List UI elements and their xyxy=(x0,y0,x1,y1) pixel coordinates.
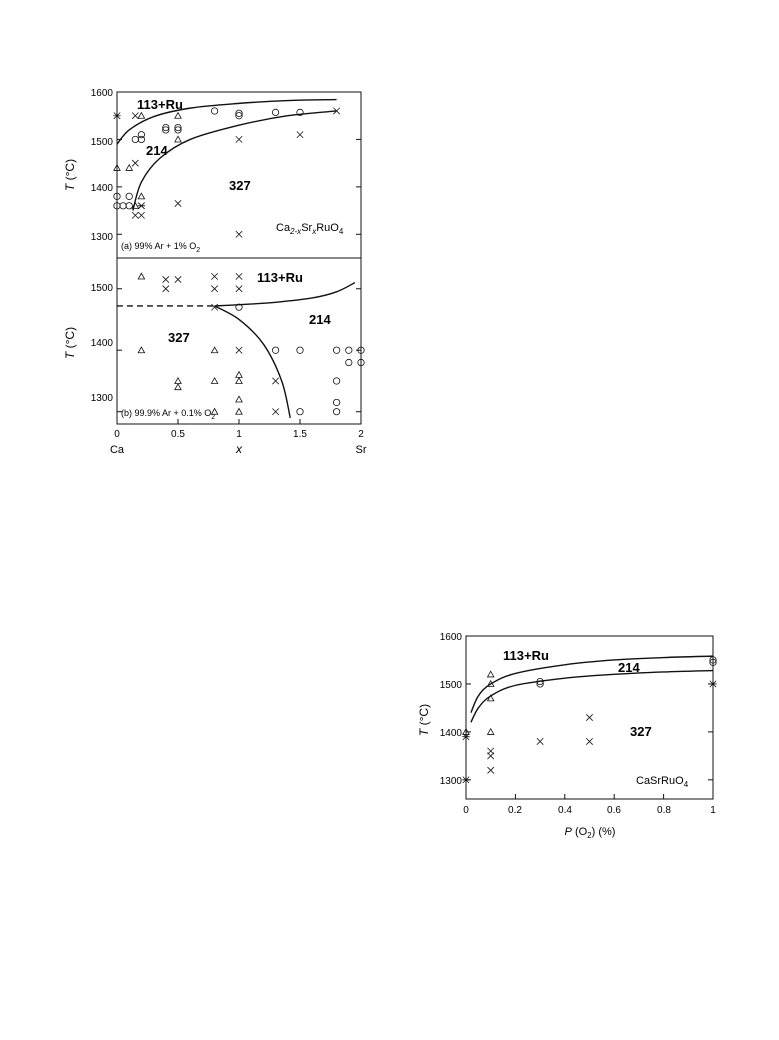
data-point-cross xyxy=(132,160,138,166)
data-point-circle xyxy=(138,131,144,137)
panel-b-xtick-1: 1 xyxy=(236,429,242,440)
panel-a-ytick-1400: 1400 xyxy=(90,183,113,194)
phase-boundary-upper xyxy=(471,656,713,713)
data-point-circle xyxy=(333,347,339,353)
data-point-circle xyxy=(272,347,278,353)
panel-b-ticks xyxy=(117,289,361,424)
panel-b-ytick-1300: 1300 xyxy=(90,393,113,404)
panel-b-ytick-1400: 1400 xyxy=(90,338,113,349)
data-point-triangle xyxy=(175,113,181,119)
data-point-cross xyxy=(586,738,592,744)
panel-a-ytick-1600: 1600 xyxy=(90,88,113,99)
data-point-circle xyxy=(126,193,132,199)
data-point-circle xyxy=(333,409,339,415)
data-point-cross xyxy=(211,286,217,292)
panel-c-xlabel: P $(O_2)$ (%) xyxy=(564,826,616,840)
panel-a-ytick-1500: 1500 xyxy=(90,137,113,148)
data-point-cross xyxy=(236,347,242,353)
data-point-cross xyxy=(236,273,242,279)
data-point-triangle xyxy=(211,378,217,384)
panel-b-region-113ru: 113+Ru xyxy=(257,270,303,285)
data-point-circle xyxy=(132,136,138,142)
panel-b-xlabel-sr: Sr xyxy=(355,444,367,456)
data-point-circle xyxy=(333,399,339,405)
panel-a-ticks xyxy=(117,92,361,234)
data-point-circle xyxy=(346,359,352,365)
data-point-cross xyxy=(211,273,217,279)
panel-b-xlabel-x: x xyxy=(236,442,242,456)
panel-b-frame xyxy=(117,258,361,424)
data-point-triangle xyxy=(138,347,144,353)
panel-a-region-327: 327 xyxy=(229,178,251,193)
data-point-triangle xyxy=(236,378,242,384)
data-point-triangle xyxy=(126,165,132,171)
panel-c-xtick-1: 1 xyxy=(710,805,716,816)
panel-c-xtick-0: 0 xyxy=(463,805,469,816)
panel-a-condition-label: (a) 99% Ar + 1% $O_2$ xyxy=(121,241,201,254)
panel-b-xtick-1-5: 1.5 xyxy=(293,429,307,440)
panel-a-compound-label: $Ca_{2-x}Sr_xRuO_4$ xyxy=(276,222,344,236)
panel-b xyxy=(63,258,367,456)
data-point-circle xyxy=(272,109,278,115)
panel-a xyxy=(63,88,361,258)
data-point-circle xyxy=(297,409,303,415)
data-point-circle xyxy=(333,378,339,384)
data-point-cross xyxy=(272,378,278,384)
data-point-cross xyxy=(537,738,543,744)
panel-a-region-113ru: 113+Ru xyxy=(137,97,183,112)
panel-b-region-214: 214 xyxy=(309,312,331,327)
panel-c-xtick-0-8: 0.8 xyxy=(657,805,671,816)
data-point-circle xyxy=(120,203,126,209)
data-point-cross xyxy=(163,286,169,292)
panel-c-ytick-1300: 1300 xyxy=(439,776,462,787)
data-point-cross xyxy=(132,113,138,119)
data-point-triangle xyxy=(236,409,242,415)
panel-c-region-113ru: 113+Ru xyxy=(503,648,549,663)
data-point-cross xyxy=(138,212,144,218)
data-point-triangle xyxy=(236,396,242,402)
data-point-cross xyxy=(175,200,181,206)
panel-c-xtick-0-2: 0.2 xyxy=(508,805,522,816)
panel-b-condition-label: (b) 99.9% Ar + 0.1% $O_2$ xyxy=(121,408,216,421)
data-point-asterisk xyxy=(138,203,145,209)
data-point-circle xyxy=(211,108,217,114)
panel-b-boundaries xyxy=(117,283,355,418)
panel-c-ylabel: T (°C) xyxy=(417,703,431,737)
panel-c-ytick-1400: 1400 xyxy=(439,728,462,739)
panel-c-region-327: 327 xyxy=(630,724,652,739)
panel-a-ytick-1300: 1300 xyxy=(90,232,113,243)
panel-c-region-214: 214 xyxy=(618,660,640,675)
panel-c xyxy=(417,632,717,840)
data-point-cross xyxy=(236,136,242,142)
panel-c-compound-label: CaSrRuO$_4$ xyxy=(636,775,689,789)
panel-b-ylabel: T (°C) xyxy=(63,326,77,360)
panel-a-ylabel: T (°C) xyxy=(63,158,77,192)
panel-b-region-327: 327 xyxy=(168,330,190,345)
panel-b-xtick-0-5: 0.5 xyxy=(171,429,185,440)
data-point-triangle xyxy=(175,136,181,142)
data-point-triangle xyxy=(138,193,144,199)
data-point-circle xyxy=(346,347,352,353)
data-point-triangle xyxy=(488,671,494,677)
panel-c-ytick-1500: 1500 xyxy=(439,680,462,691)
panel-a-region-214: 214 xyxy=(146,143,168,158)
data-point-cross xyxy=(297,131,303,137)
panel-c-ytick-1600: 1600 xyxy=(439,632,462,643)
panel-b-xtick-0: 0 xyxy=(114,429,120,440)
data-point-circle xyxy=(297,347,303,353)
panel-b-ytick-1500: 1500 xyxy=(90,283,113,294)
panel-c-xtick-0-6: 0.6 xyxy=(607,805,621,816)
data-point-cross xyxy=(236,286,242,292)
phase-boundary-upper xyxy=(215,283,355,306)
phase-boundary-lower xyxy=(215,306,291,418)
data-point-triangle xyxy=(211,347,217,353)
data-point-triangle xyxy=(488,729,494,735)
data-point-triangle xyxy=(175,378,181,384)
panel-c-xtick-0-4: 0.4 xyxy=(558,805,572,816)
data-point-triangle xyxy=(138,113,144,119)
data-point-cross xyxy=(488,767,494,773)
data-point-cross xyxy=(272,409,278,415)
panel-b-xlabel-ca: Ca xyxy=(109,444,125,456)
data-point-cross xyxy=(586,714,592,720)
data-point-cross xyxy=(163,276,169,282)
data-point-cross xyxy=(488,753,494,759)
panel-c-boundaries xyxy=(471,656,713,722)
data-point-cross xyxy=(132,212,138,218)
data-point-cross xyxy=(175,276,181,282)
data-point-cross xyxy=(236,231,242,237)
panel-b-xtick-2: 2 xyxy=(358,429,364,440)
data-point-triangle xyxy=(236,372,242,378)
data-point-circle xyxy=(126,203,132,209)
data-point-triangle xyxy=(138,273,144,279)
data-point-triangle xyxy=(175,384,181,390)
